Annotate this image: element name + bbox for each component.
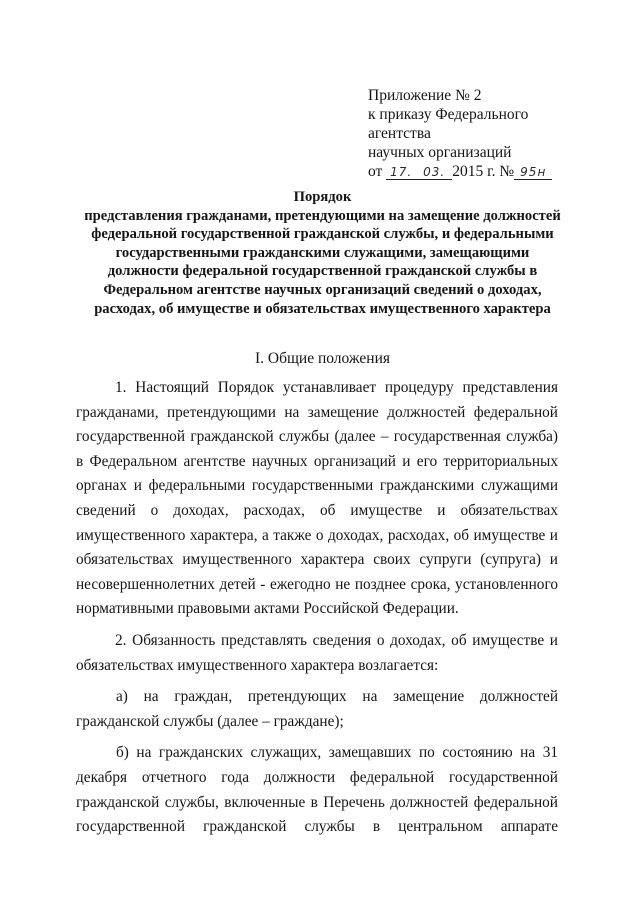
- title-heading: Порядок: [293, 189, 352, 205]
- date-day-field: [386, 165, 416, 180]
- appendix-organizations: научных организаций: [368, 144, 512, 161]
- order-number-field: [514, 165, 552, 180]
- paragraph-1: 1. Настоящий Порядок устанавливает процедуру представления гражданами, претендующими на замещение должностей федеральной государственной гражданской службы (далее – государственная служба) в Федеральном агентстве научных организаций и его территориальных органах и федеральными государственными гражданскими служащими сведений о доходах, расходах, об имуществе и обязательствах имущественного характера, а также о доходах, расходах, об имуществе и обязательствах имущественного характера своих супруги (супруга) и несовершеннолетних детей - ежегодно не позднее срока, установленного нормативными правовыми актами Российской Федерации.: [76, 379, 558, 618]
- title-subtitle: представления гражданами, претендующими на замещение должностей федеральной государственной гражданской службы, и федеральными государственными гражданскими служащими, замещающими должности федеральной государственной гражданской службы в Федеральном агентстве научных организаций сведений о доходах, расходах, об имуществе и обязательствах имущественного характера: [84, 207, 561, 317]
- appendix-agency: агентства: [368, 125, 431, 142]
- document-body: [76, 376, 558, 840]
- handwritten-order-number: 95н: [520, 165, 547, 179]
- section-heading: I. Общие положения: [254, 350, 391, 367]
- year-text: 2015 г. №: [452, 163, 515, 180]
- date-month-field: [416, 165, 452, 180]
- date-prefix: от: [368, 163, 383, 180]
- handwritten-month: 03.: [423, 165, 446, 179]
- appendix-number: Приложение № 2: [368, 87, 482, 104]
- appendix-block: [368, 86, 608, 181]
- handwritten-day: 17.: [390, 165, 413, 179]
- appendix-date-line: [368, 162, 608, 181]
- document-title: [80, 188, 565, 318]
- paragraph-2b: б) на гражданских служащих, замещавших по состоянию на 31 декабря отчетного года должности федеральной государственной гражданской службы, включенные в Перечень должностей федеральной государственной гражданской службы в центральном аппарате: [76, 744, 558, 836]
- appendix-order-ref: к приказу Федерального: [368, 106, 529, 123]
- paragraph-2a: а) на граждан, претендующих на замещение должностей гражданской службы (далее – граждане);: [76, 688, 558, 730]
- paragraph-2: 2. Обязанность представлять сведения о доходах, об имуществе и обязательствах имущественного характера возлагается:: [76, 631, 558, 674]
